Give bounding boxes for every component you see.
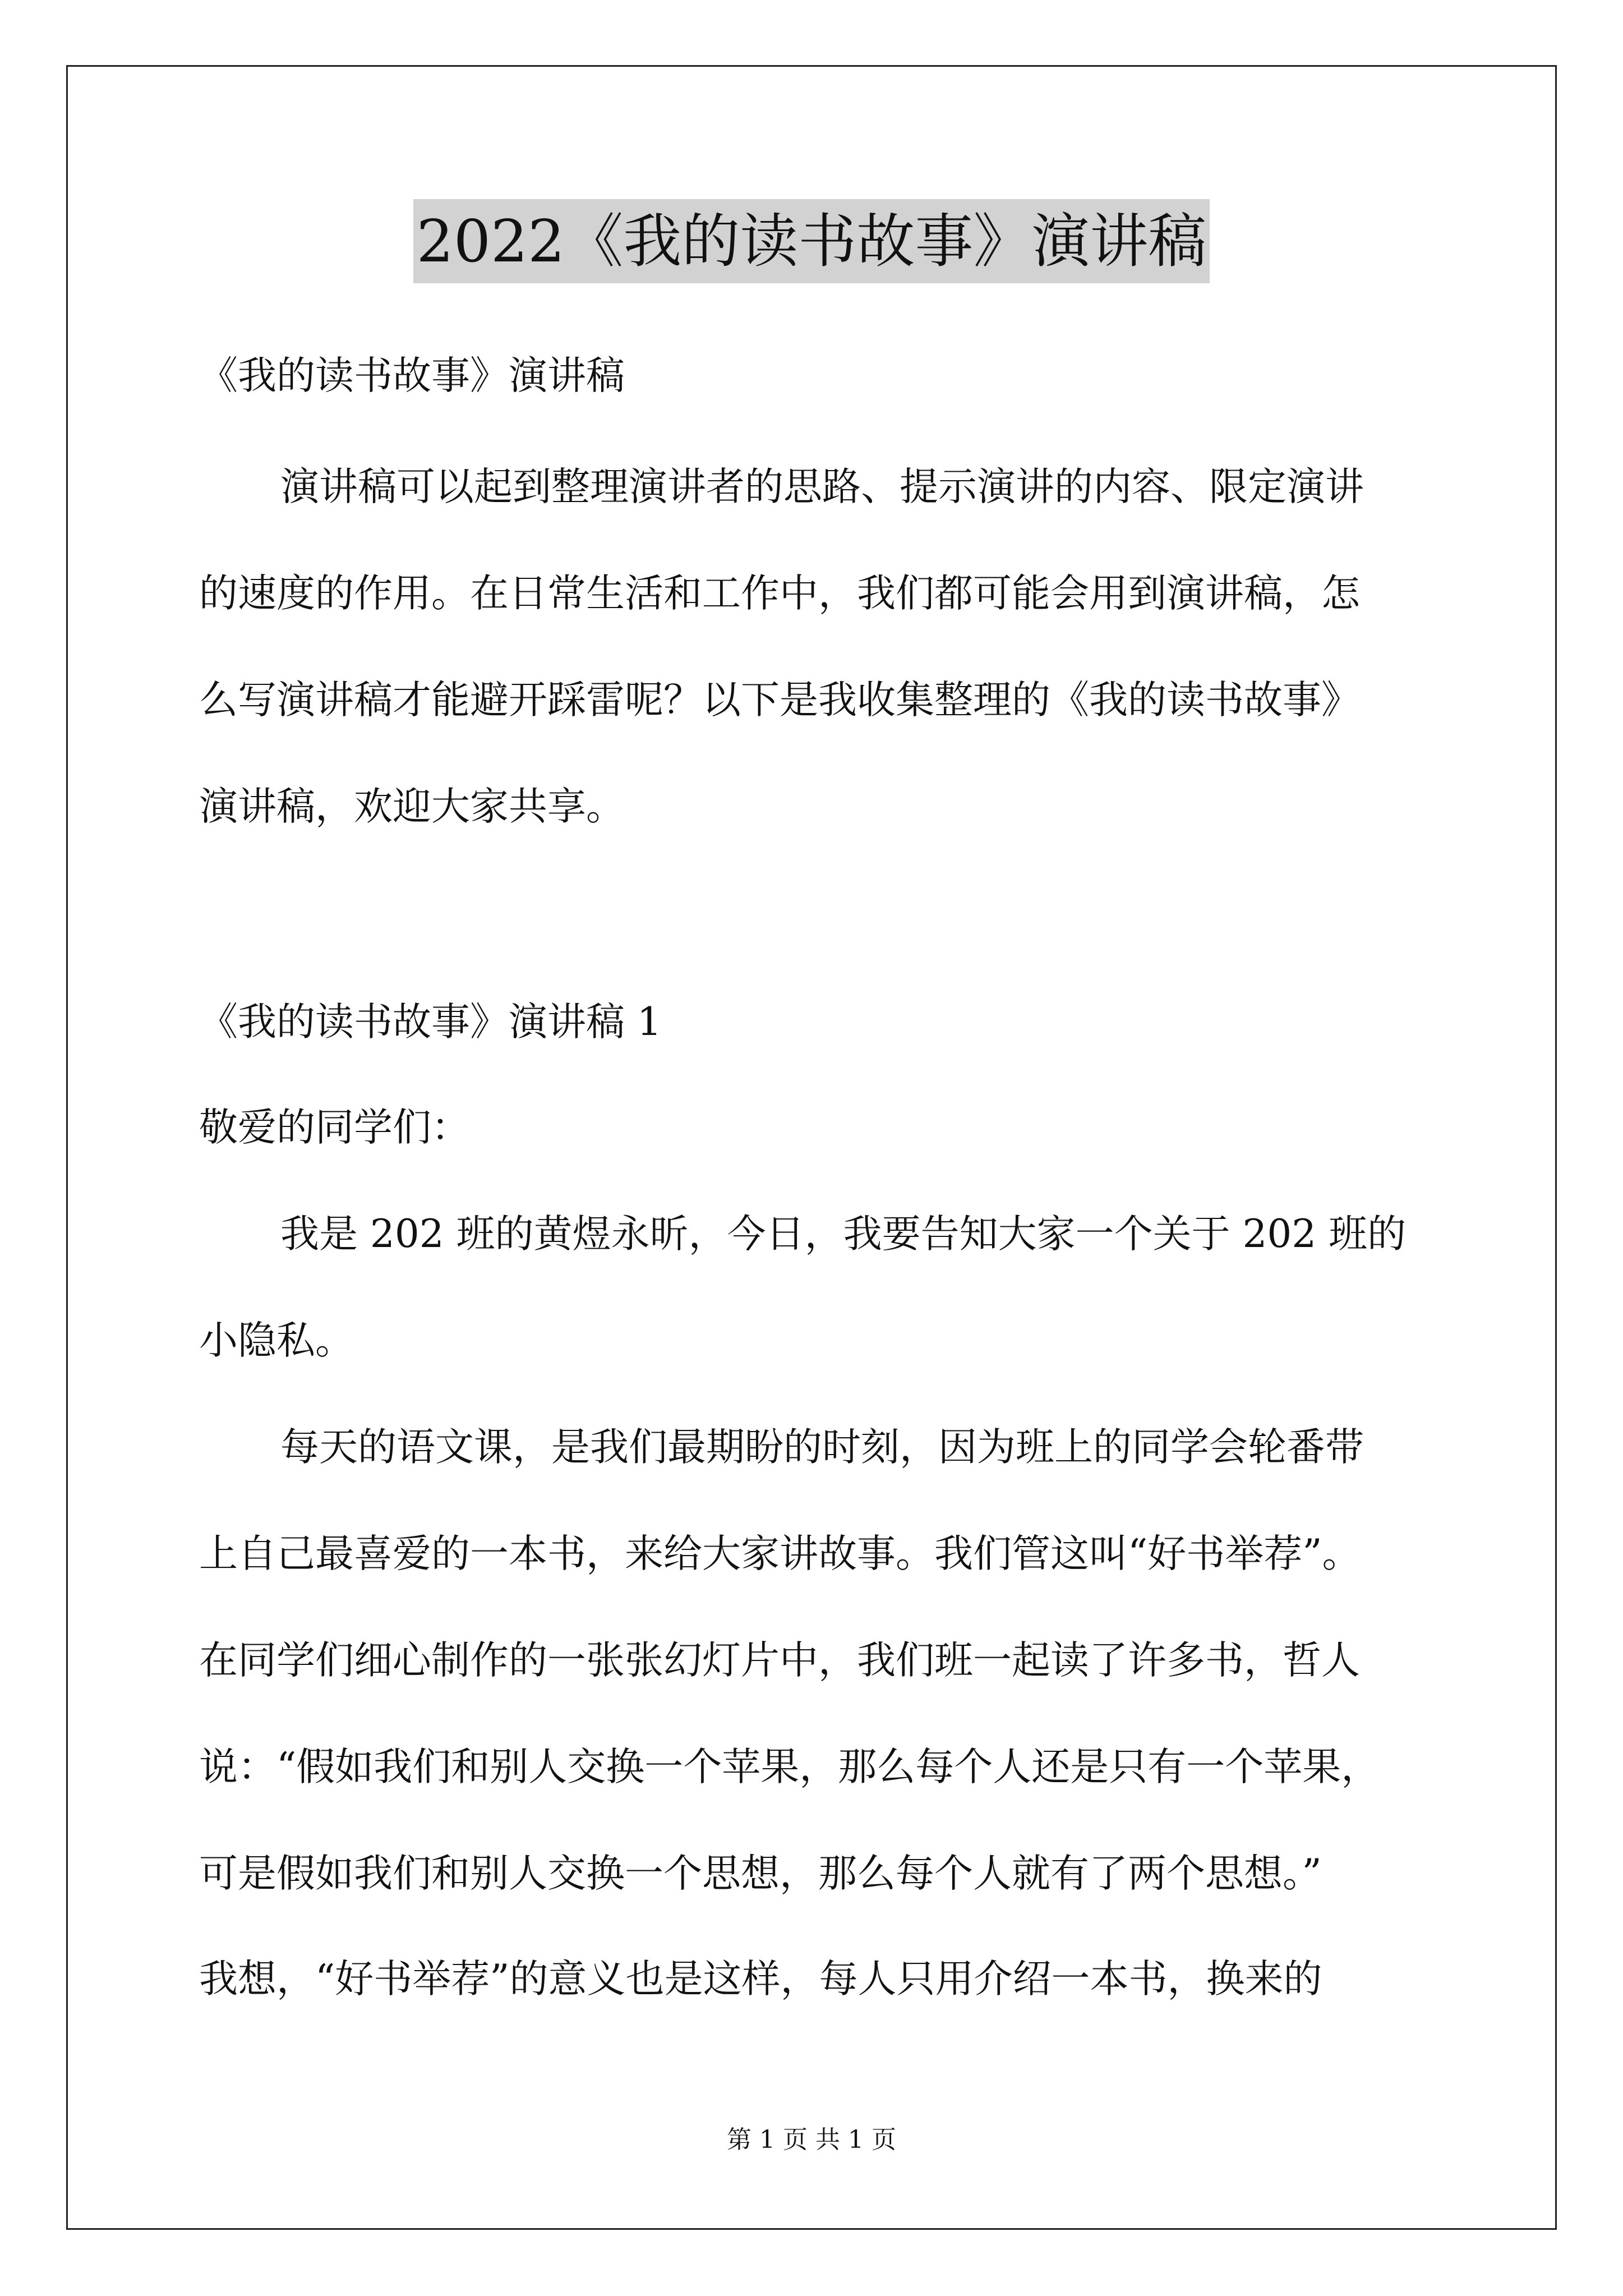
paragraph-line: 我是 202 班的黄煜永昕，今日，我要告知大家一个关于 202 班的	[280, 1212, 1407, 1257]
paragraph-line: 小隐私。	[199, 1318, 354, 1363]
document-title	[0, 199, 1623, 283]
paragraph-line: 可是假如我们和别人交换一个思想，那么每个人就有了两个思想。”	[199, 1851, 1322, 1896]
paragraph-line: 么写演讲稿才能避开踩雷呢？以下是我收集整理的《我的读书故事》	[199, 678, 1360, 723]
paragraph-line: 每天的语文课，是我们最期盼的时刻，因为班上的同学会轮番带	[280, 1425, 1364, 1470]
salutation: 敬爱的同学们：	[199, 1105, 470, 1150]
paragraph-line: 我想，“好书举荐”的意义也是这样，每人只用介绍一本书，换来的	[199, 1957, 1322, 2001]
paragraph-line: 在同学们细心制作的一张张幻灯片中，我们班一起读了许多书，哲人	[199, 1638, 1360, 1683]
paragraph-line: 上自己最喜爱的一本书，来给大家讲故事。我们管这叫“好书举荐”。	[199, 1531, 1361, 1576]
paragraph-line: 说：“假如我们和别人交换一个苹果，那么每个人还是只有一个苹果，	[199, 1745, 1380, 1789]
paragraph-line: 演讲稿可以起到整理演讲者的思路、提示演讲的内容、限定演讲	[280, 464, 1364, 509]
paragraph-line: 演讲稿，欢迎大家共享。	[199, 784, 625, 829]
paragraph-line: 的速度的作用。在日常生活和工作中，我们都可能会用到演讲稿，怎	[199, 571, 1360, 616]
section-heading: 《我的读书故事》演讲稿 1	[199, 1000, 662, 1045]
title-text: 2022《我的读书故事》演讲稿	[413, 199, 1210, 283]
page-footer: 第 1 页 共 1 页	[727, 2125, 896, 2154]
section-heading: 《我的读书故事》演讲稿	[199, 353, 625, 398]
